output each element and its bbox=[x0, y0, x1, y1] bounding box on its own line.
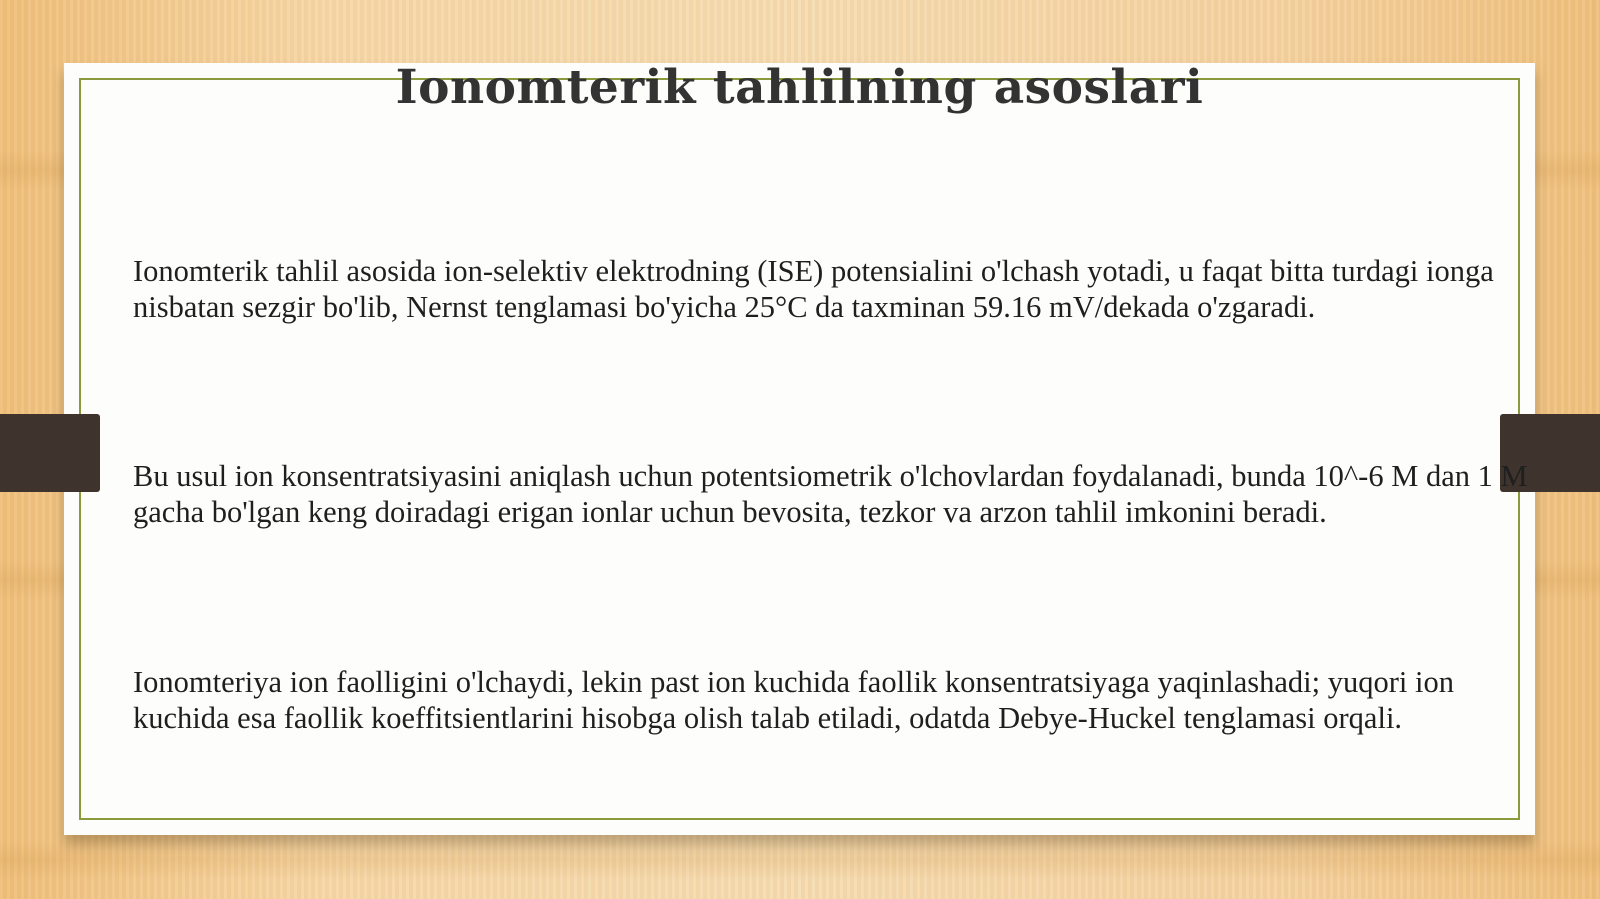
left-binder-tab bbox=[0, 414, 100, 492]
paragraph-1: Ionomterik tahlil asosida ion-selektiv elektrodning (ISE) potensialini o'lchash yotadi, u faqat bitta turdagi ionga nisbatan sezgir bo'lib, Nernst tenglamasi bo'yicha 25°C da taxminan 59.16 mV/dekada o'zgaradi. bbox=[133, 254, 1494, 324]
wood-background-streak bbox=[0, 840, 1600, 880]
paragraph-2: Bu usul ion konsentratsiyasini aniqlash uchun potentsiometrik o'lchovlardan foydalanadi, bunda 10^-6 M dan 1 M gacha bo'lgan keng doiradagi erigan ionlar uchun bevosita, tezkor va arzon tahlil imkonini beradi. bbox=[133, 459, 1528, 529]
slide-title: Ionomterik tahlilning asoslari bbox=[395, 60, 1204, 115]
paragraph-3: Ionomteriya ion faolligini o'lchaydi, lekin past ion kuchida faollik konsentratsiyaga yaqinlashadi; yuqori ion kuchida esa faollik koeffitsientlarini hisobga olish talab etiladi, odatda Debye-Huckel tenglamasi orqali. bbox=[133, 665, 1454, 735]
